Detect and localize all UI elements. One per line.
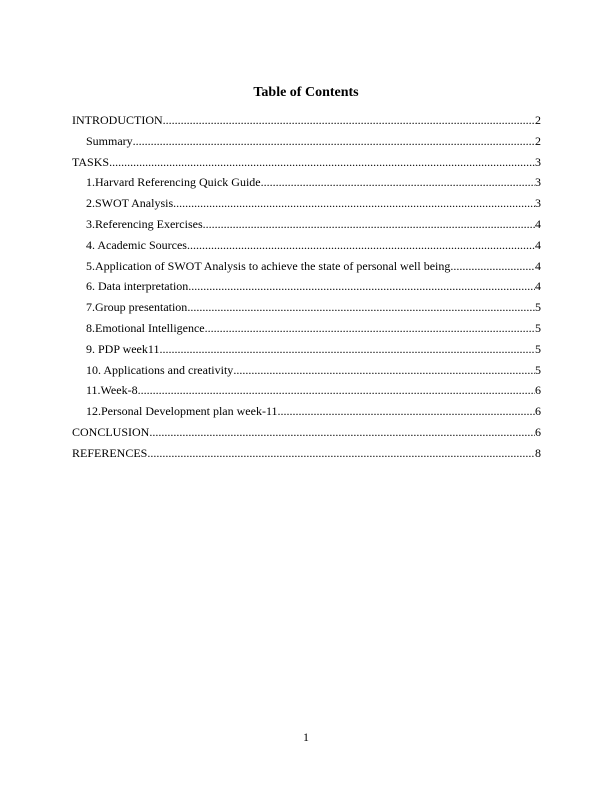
toc-entry-page: 5 (535, 362, 541, 377)
toc-entry-page: 8 (535, 445, 541, 460)
toc-title: Table of Contents (253, 85, 359, 100)
toc-entry-page: 4 (535, 216, 541, 231)
toc-entry-week-8[interactable] (72, 383, 541, 404)
toc-leader-dots (163, 113, 535, 127)
toc-entry-page: 3 (535, 196, 541, 211)
toc-leader-dots (261, 175, 535, 189)
toc-entry-page: 4 (535, 237, 541, 252)
toc-entry-page: 5 (535, 320, 541, 335)
toc-leader-dots (188, 279, 535, 293)
toc-entry-introduction[interactable] (72, 113, 541, 134)
toc-entry-label: REFERENCES (72, 445, 148, 460)
toc-entry-page: 5 (535, 341, 541, 356)
toc-leader-dots (203, 217, 535, 231)
toc-entry-label: 6. Data interpretation (86, 279, 189, 294)
toc-leader-dots (109, 155, 535, 169)
toc-leader-dots (450, 259, 535, 273)
toc-entry-page: 6 (535, 424, 541, 439)
toc-entry-label: 5.Application of SWOT Analysis to achieve the state of personal well being (86, 258, 451, 273)
toc-entry-page: 3 (535, 154, 541, 169)
toc-entry-page: 3 (535, 175, 541, 190)
toc-entry-page: 6 (535, 383, 541, 398)
toc-entry-label: INTRODUCTION (72, 113, 163, 127)
toc-entry-referencing-exercises[interactable] (72, 217, 541, 238)
toc-entry-group-presentation[interactable] (72, 300, 541, 321)
toc-entry-label: 7.Group presentation (86, 300, 188, 315)
toc-leader-dots (187, 300, 535, 314)
toc-leader-dots (278, 404, 535, 418)
toc-entry-label: 1.Harvard Referencing Quick Guide (86, 175, 261, 190)
toc-leader-dots (233, 363, 535, 377)
toc-entry-label: 2.SWOT Analysis (86, 196, 174, 211)
toc-entry-data-interpretation[interactable] (72, 279, 541, 300)
toc-leader-dots (149, 425, 535, 439)
page-number: 1 (303, 730, 309, 744)
toc-entry-page: 4 (535, 258, 541, 273)
toc-entry-page: 2 (535, 133, 541, 148)
toc-entry-label: CONCLUSION (72, 424, 150, 439)
toc-entry-label: Summary (86, 133, 133, 148)
toc-leader-dots (205, 321, 535, 335)
toc-entry-applications-creativity[interactable] (72, 363, 541, 384)
toc-entry-references[interactable] (72, 446, 541, 467)
toc-entry-page: 5 (535, 300, 541, 315)
toc-entry-pdp-week11[interactable] (72, 342, 541, 363)
toc-entry-personal-development-plan[interactable] (72, 404, 541, 425)
toc-entry-page: 6 (535, 404, 541, 419)
toc-entry-page: 4 (535, 279, 541, 294)
toc-entry-conclusion[interactable] (72, 425, 541, 446)
toc-entry-label: TASKS (72, 154, 110, 169)
toc-entry-summary[interactable] (72, 134, 541, 155)
toc-list (72, 113, 541, 467)
toc-entry-label: 10. Applications and creativity (86, 362, 234, 377)
toc-entry-academic-sources[interactable] (72, 238, 541, 259)
toc-entry-harvard-referencing[interactable] (72, 175, 541, 196)
toc-leader-dots (159, 342, 535, 356)
toc-leader-dots (133, 134, 535, 148)
toc-entry-page: 2 (535, 113, 541, 127)
toc-leader-dots (138, 383, 535, 397)
toc-entry-emotional-intelligence[interactable] (72, 321, 541, 342)
toc-leader-dots (147, 446, 535, 460)
toc-entry-label: 11.Week-8 (86, 383, 138, 398)
toc-entry-label: 8.Emotional Intelligence (86, 320, 205, 335)
toc-leader-dots (187, 238, 535, 252)
toc-entry-swot-application[interactable] (72, 259, 541, 280)
toc-entry-label: 12.Personal Development plan week-11 (86, 404, 278, 419)
toc-entry-swot-analysis[interactable] (72, 196, 541, 217)
toc-leader-dots (173, 196, 535, 210)
toc-entry-label: 9. PDP week11 (86, 341, 160, 356)
toc-entry-label: 3.Referencing Exercises (86, 216, 203, 231)
toc-entry-tasks[interactable] (72, 155, 541, 176)
toc-entry-label: 4. Academic Sources (86, 237, 187, 252)
